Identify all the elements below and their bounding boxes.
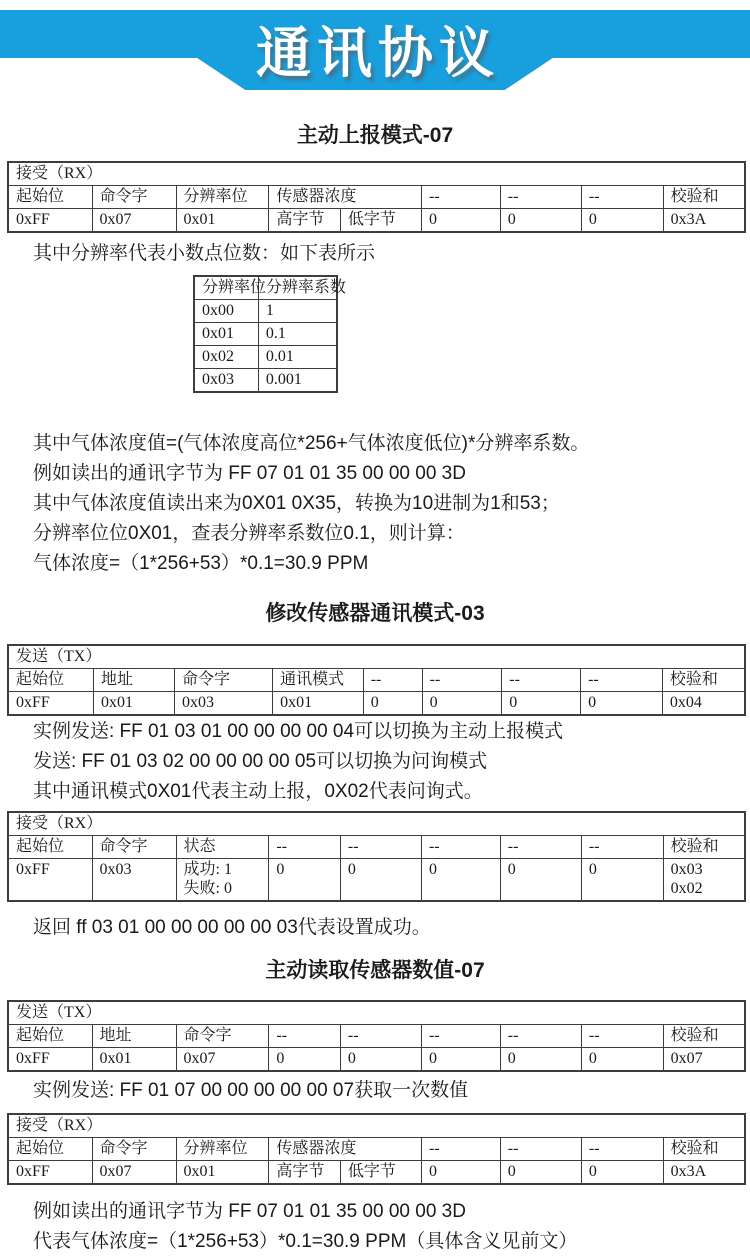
paragraph-line: 其中气体浓度值=(气体浓度高位*256+气体浓度低位)*分辨率系数。	[33, 433, 590, 454]
resolution-factor-table	[193, 275, 346, 393]
table-cell: --	[421, 1025, 500, 1048]
table-cell: 0x01	[273, 692, 364, 716]
paragraph-line: 其中气体浓度值读出来为0X01 0X35，转换为10进制为1和53；	[33, 493, 560, 514]
table-cell: 0	[581, 1048, 663, 1072]
table-cell: --	[422, 669, 502, 692]
table-cell: 地址	[92, 1025, 176, 1048]
table-row	[8, 836, 745, 859]
table-cell: 命令字	[92, 1138, 176, 1161]
table-cell: 0x01	[93, 692, 174, 716]
table-cell: --	[581, 1025, 663, 1048]
table-cell: 0x03	[92, 859, 176, 902]
mode-explanation	[0, 717, 750, 807]
table-cell: 起始位	[8, 836, 92, 859]
table-cell: 0xFF	[8, 1048, 92, 1072]
table-cell: 接受（RX）	[8, 812, 745, 836]
table-cell: 命令字	[175, 669, 273, 692]
table-cell: 命令字	[92, 186, 176, 209]
table-cell: 0x3A	[663, 1161, 745, 1185]
table-cell: 0x07	[92, 1161, 176, 1185]
table-cell: 起始位	[8, 1138, 92, 1161]
table-cell: 0xFF	[8, 692, 93, 716]
table-cell: 0x01	[92, 1048, 176, 1072]
table-row	[8, 1138, 745, 1161]
table-cell: 0	[581, 1161, 663, 1185]
table-cell: --	[500, 836, 581, 859]
table-cell: 0x3A	[663, 209, 745, 233]
table-cell: 起始位	[8, 669, 93, 692]
table-cell: 0	[422, 692, 502, 716]
table-cell: 1	[258, 300, 337, 323]
set-success-note: 返回 ff 03 01 00 00 00 00 00 03代表设置成功。	[33, 917, 431, 938]
table-cell: 起始位	[8, 1025, 92, 1048]
table-cell: --	[500, 186, 581, 209]
table-cell: 0x01	[194, 323, 258, 346]
tx-read-table	[7, 1000, 746, 1072]
banner	[0, 10, 750, 90]
table-row	[8, 1025, 745, 1048]
paragraph-line: 分辨率位位0X01，查表分辨率系数位0.1，则计算：	[33, 523, 465, 544]
table-row	[8, 1114, 745, 1138]
paragraph-line: 其中通讯模式0X01代表主动上报，0X02代表问询式。	[33, 781, 483, 802]
table-cell: 接受（RX）	[8, 162, 745, 186]
table-cell: 接受（RX）	[8, 1114, 745, 1138]
table-cell: --	[340, 836, 421, 859]
paragraph-line: 例如读出的通讯字节为 FF 07 01 01 35 00 00 00 3D	[33, 1201, 466, 1222]
table-cell: 0	[500, 209, 581, 233]
table-cell: 发送（TX）	[8, 645, 745, 669]
table-cell: 校验和	[663, 1025, 745, 1048]
page-title: 通讯协议	[255, 21, 500, 85]
table-cell: --	[269, 1025, 340, 1048]
table-cell: 地址	[93, 669, 174, 692]
section-title-report-mode: 主动上报模式-07	[296, 124, 454, 147]
table-cell: 传感器浓度	[269, 186, 422, 209]
table-row	[8, 162, 745, 186]
table-cell: --	[581, 1138, 663, 1161]
table-row	[8, 1048, 745, 1072]
table-cell: 高字节	[269, 209, 340, 233]
rx-mode-status-table	[7, 811, 746, 902]
table-cell: 0	[340, 859, 421, 902]
table-cell: --	[502, 669, 581, 692]
table-cell: 0	[421, 1048, 500, 1072]
table-row	[8, 645, 745, 669]
table-cell: 0	[421, 859, 500, 902]
paragraph-line: 发送: FF 01 03 02 00 00 00 00 05可以切换为问询模式	[33, 751, 488, 772]
table-row	[194, 323, 337, 346]
table-cell: 0x04	[662, 692, 745, 716]
table-cell: 低字节	[340, 1161, 421, 1185]
table-cell: 0x03	[194, 369, 258, 393]
table-cell: 低字节	[340, 209, 421, 233]
table-cell: 0	[340, 1048, 421, 1072]
table-cell: 0x00	[194, 300, 258, 323]
table-cell: --	[581, 186, 663, 209]
paragraph-line: 例如读出的通讯字节为 FF 07 01 01 35 00 00 00 3D	[33, 463, 466, 484]
table-cell: 0x07	[176, 1048, 269, 1072]
table-cell: 分辨率位	[176, 186, 269, 209]
table-cell: 命令字	[92, 836, 176, 859]
paragraph-line: 实例发送: FF 01 03 01 00 00 00 00 04可以切换为主动上报模式	[33, 721, 564, 742]
table-cell: 0	[269, 859, 340, 902]
table-cell: --	[500, 1138, 581, 1161]
section-title-read-value: 主动读取传感器数值-07	[265, 959, 485, 982]
table-row	[194, 346, 337, 369]
table-cell: 0	[500, 1161, 581, 1185]
table-cell: 分辨率位	[194, 276, 258, 300]
table-cell: 校验和	[663, 836, 745, 859]
table-cell: 高字节	[269, 1161, 340, 1185]
table-row	[8, 186, 745, 209]
rx-read-table	[7, 1113, 746, 1185]
table-cell: 分辨率系数	[258, 276, 337, 300]
table-cell: 0x07	[92, 209, 176, 233]
paragraph-line: 代表气体浓度=（1*256+53）*0.1=30.9 PPM（具体含义见前文）	[33, 1231, 578, 1252]
table-cell: 0	[363, 692, 422, 716]
table-cell: --	[421, 186, 500, 209]
table-cell: 0	[581, 692, 663, 716]
table-cell: --	[421, 836, 500, 859]
table-cell: --	[421, 1138, 500, 1161]
table-row	[8, 1161, 745, 1185]
table-cell: 0xFF	[8, 859, 92, 902]
read-example-note: 实例发送: FF 01 07 00 00 00 00 00 07获取一次数值	[33, 1080, 469, 1101]
table-cell: 命令字	[176, 1025, 269, 1048]
table-cell: 0	[421, 1161, 500, 1185]
table-cell: 0	[500, 859, 581, 902]
table-cell: --	[581, 836, 663, 859]
table-cell: 0x02	[194, 346, 258, 369]
resolution-note: 其中分辨率代表小数点位数：如下表所示	[33, 243, 376, 264]
table-cell: --	[500, 1025, 581, 1048]
table-cell: 校验和	[662, 669, 745, 692]
table-cell: 0	[500, 1048, 581, 1072]
table-cell: --	[363, 669, 422, 692]
read-result-explanation	[0, 1197, 750, 1257]
table-row	[8, 669, 745, 692]
concentration-explanation	[0, 429, 750, 579]
table-cell: 0	[581, 209, 663, 233]
table-cell: 0x03	[175, 692, 273, 716]
table-cell: 0	[421, 209, 500, 233]
table-cell: 0	[581, 859, 663, 902]
table-row	[8, 692, 745, 716]
table-cell: 成功: 1 失败: 0	[176, 859, 269, 902]
table-cell: 发送（TX）	[8, 1001, 745, 1025]
table-cell: 0x07	[663, 1048, 745, 1072]
table-cell: 0	[502, 692, 581, 716]
table-cell: 0xFF	[8, 1161, 92, 1185]
table-cell: 起始位	[8, 186, 92, 209]
table-cell: 0x01	[176, 209, 269, 233]
table-cell: --	[340, 1025, 421, 1048]
table-cell: 0.01	[258, 346, 337, 369]
table-cell: 校验和	[663, 186, 745, 209]
table-cell: 传感器浓度	[269, 1138, 422, 1161]
table-row	[8, 1001, 745, 1025]
table-cell: 0	[269, 1048, 340, 1072]
table-cell: 校验和	[663, 1138, 745, 1161]
paragraph-line: 气体浓度=（1*256+53）*0.1=30.9 PPM	[33, 553, 369, 574]
table-row	[194, 369, 337, 393]
table-row	[194, 276, 337, 300]
rx-report-table	[7, 161, 746, 233]
table-row	[194, 300, 337, 323]
table-row	[8, 812, 745, 836]
table-cell: 0x03 0x02	[663, 859, 745, 902]
table-row	[8, 209, 745, 233]
table-cell: --	[581, 669, 663, 692]
table-row	[8, 859, 745, 902]
table-cell: 通讯模式	[273, 669, 364, 692]
table-cell: 0xFF	[8, 209, 92, 233]
table-cell: 分辨率位	[176, 1138, 269, 1161]
table-cell: 0.1	[258, 323, 337, 346]
table-cell: 状态	[176, 836, 269, 859]
table-cell: --	[269, 836, 340, 859]
tx-mode-table	[7, 644, 746, 716]
table-cell: 0x01	[176, 1161, 269, 1185]
section-title-change-mode: 修改传感器通讯模式-03	[265, 602, 485, 625]
table-cell: 0.001	[258, 369, 337, 393]
